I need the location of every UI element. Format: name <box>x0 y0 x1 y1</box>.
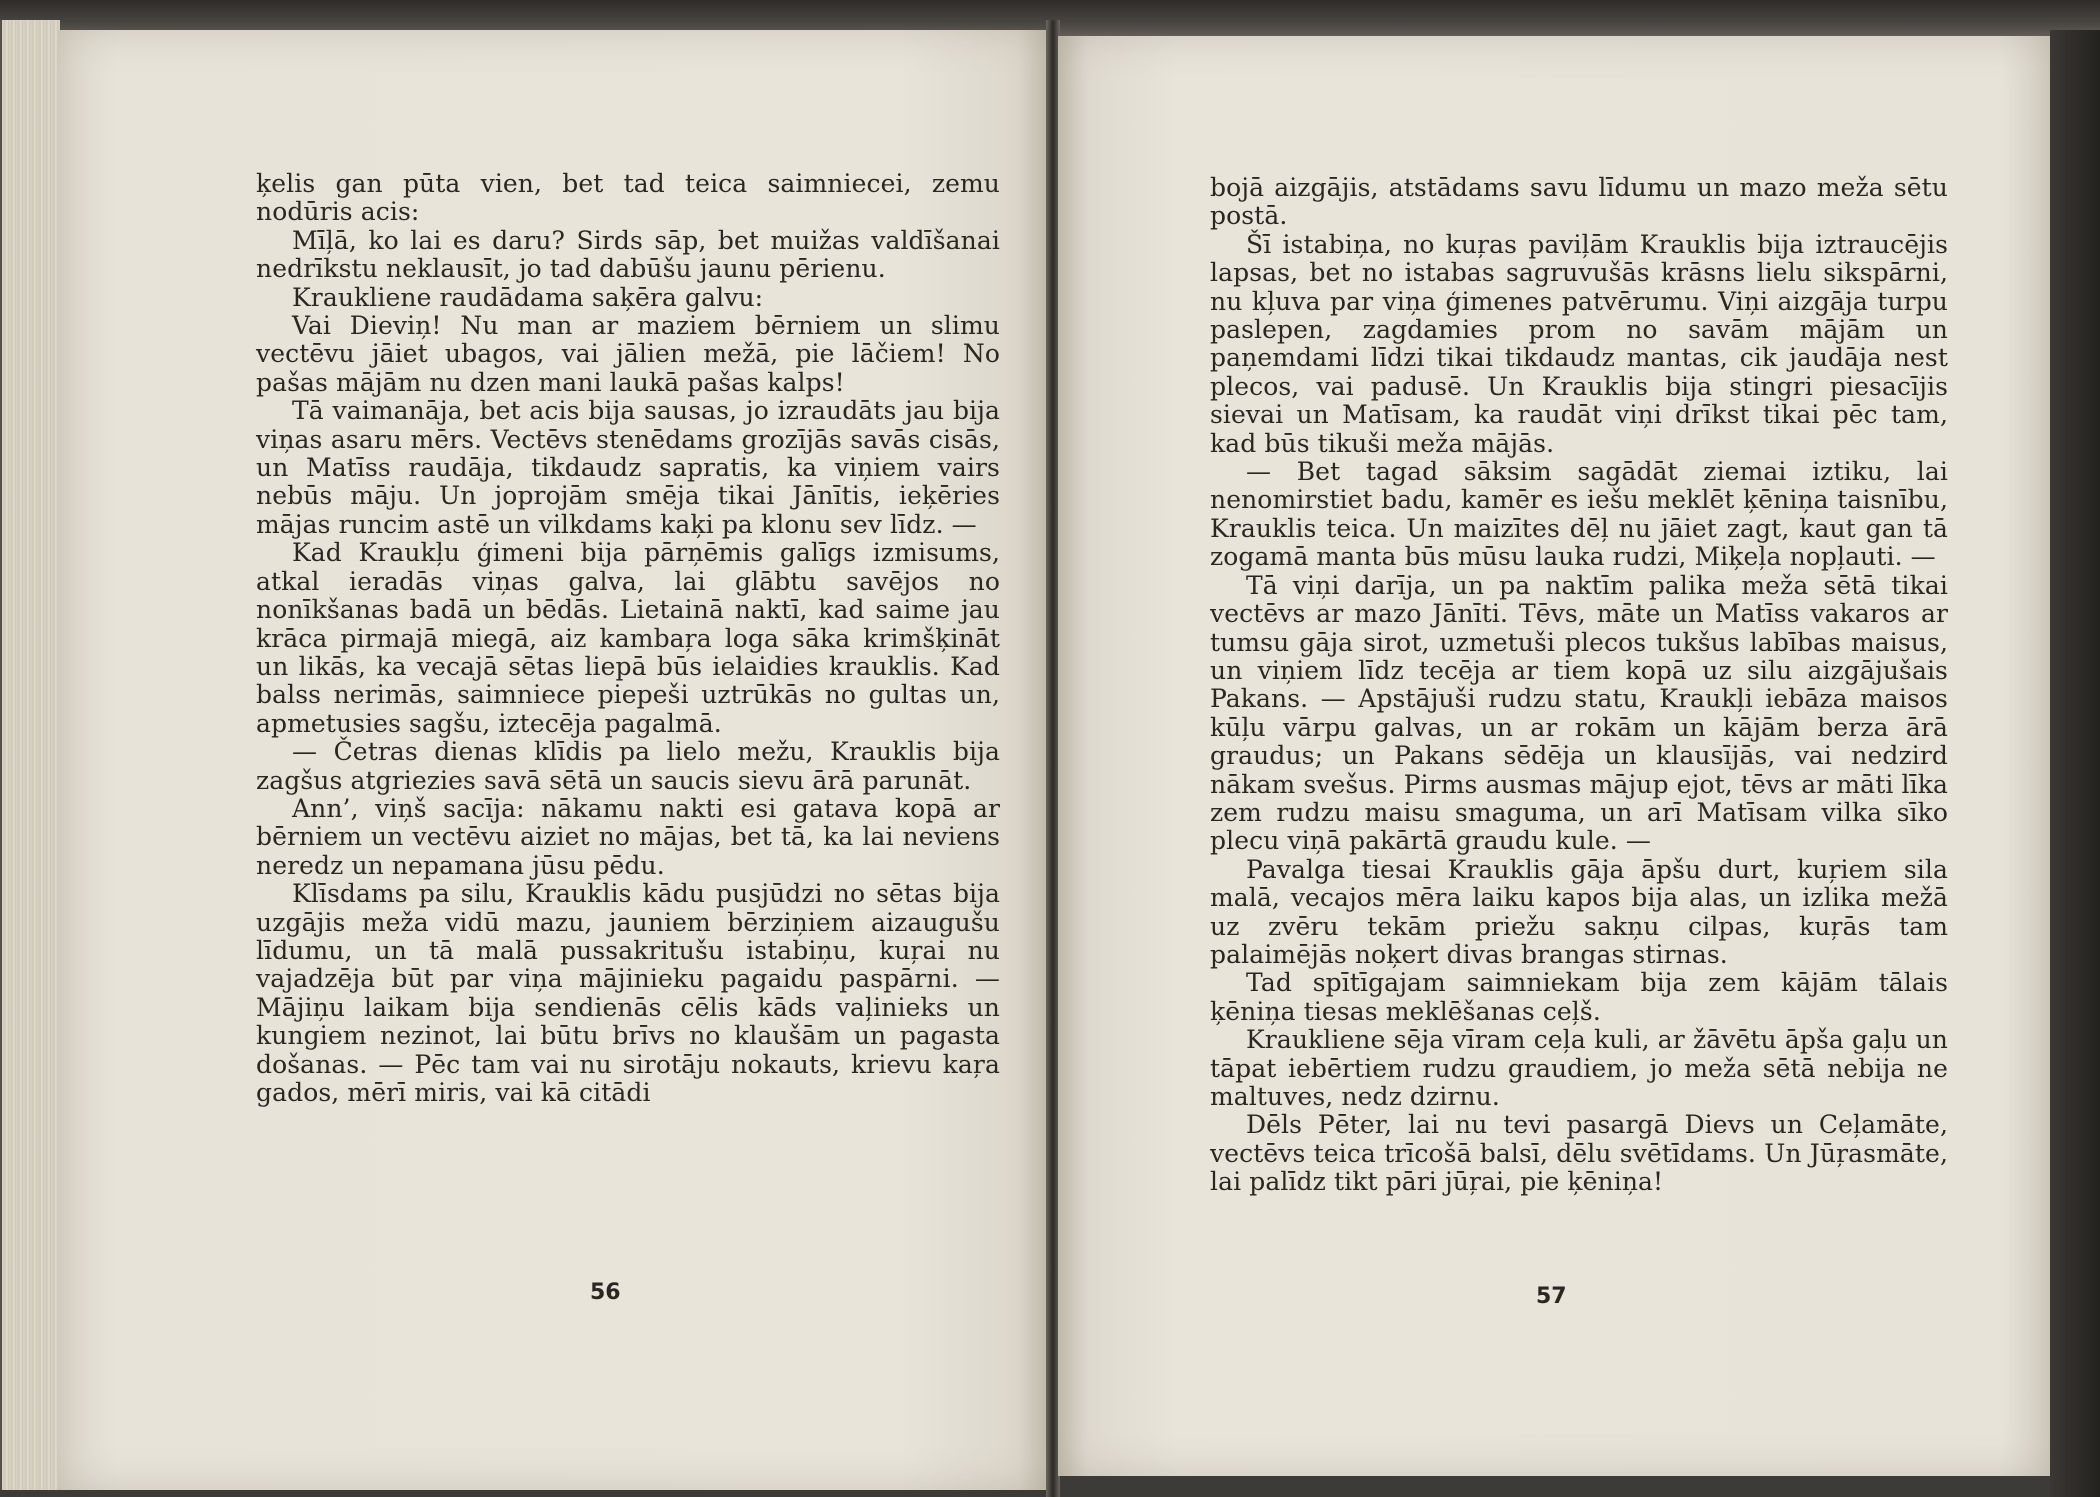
paragraph: Klīsdams pa silu, Krauklis kādu pusjūdzi no sētas bija uzgājis meža vidū mazu, jauniem bērziņiem aizaugušu līdumu, un tā malā pussakritušu istabiņu, kuŗai nu vajadzēja būt par viņa mājinieku pagaidu paspārni. — Mājiņu laikam bija sendienās cēlis kāds vaļinieks un kungiem nezinot, lai būtu brīvs no klaušām un pagasta došanas. — Pēc tam vai nu sirotāju nokauts, krievu kaŗa gados, mērī miris, vai kā citādi <box>256 879 1000 1107</box>
paragraph: Dēls Pēter, lai nu tevi pasargā Dievs un Ceļamāte, vectēvs teica trīcošā balsī, dēlu svētīdams. Un Jūŗasmāte, lai palīdz tikt pāri jūŗai, pie ķēniņa! <box>1210 1110 1948 1197</box>
right-page-text <box>1210 174 1948 1197</box>
page-number: 57 <box>1536 1284 1567 1309</box>
paragraph: Tā vaimanāja, bet acis bija sausas, jo izraudāts jau bija viņas asaru mērs. Vectēvs stenēdams grozījās savās cisās, un Matīss raudāja, tikdaudz sapratis, ka viņiem vairs nebūs māju. Un joprojām smēja tikai Jānītis, ieķēries mājas runcim astē un vilkdams kaķi pa klonu sev līdz. — <box>256 396 1000 539</box>
paragraph: Vai Dieviņ! Nu man ar maziem bērniem un slimu vectēvu jāiet ubagos, vai jālien mežā, pie lāčiem! No pašas mājām nu dzen mani laukā pašas kalps! <box>256 311 1000 397</box>
left-page <box>58 30 1048 1490</box>
paragraph: — Bet tagad sāksim sagādāt ziemai iztiku, lai nenomirstiet badu, kamēr es iešu meklēt ķēniņa taisnību, Krauklis teica. Un maizītes dēļ nu jāiet zagt, kaut gan tā zogamā manta būs mūsu lauka rudzi, Miķeļa nopļauti. — <box>1210 457 1948 572</box>
book-cover-right-edge <box>2050 30 2100 1497</box>
paragraph: Šī istabiņa, no kuŗas paviļām Krauklis bija iztraucējis lapsas, bet no istabas sagruvušās krāsns lielu sikspārni, nu kļuva par viņa ģimenes patvērumu. Viņi aizgāja turpu paslepen, zagdamies prom no savām mājām un paņemdami līdzi tikai tikdaudz mantas, cik jaudāja nest plecos, vai padusē. Un Krauklis bija stingri piesacījis sievai un Matīsam, ka raudāt viņi drīkst tikai pēc tam, kad būs tikuši meža mājās. <box>1210 229 1948 458</box>
paragraph: ķelis gan pūta vien, bet tad teica saimniecei, zemu nodūris acis: <box>256 169 1000 227</box>
paragraph: Kad Kraukļu ģimeni bija pārņēmis galīgs izmisums, atkal ieradās viņas galva, lai glābtu savējos no nonīkšanas badā un bēdās. Lietainā naktī, kad saime jau krāca pirmajā miegā, aiz kambaŗa loga sāka krimšķināt un likās, ka vecajā sētas liepā būs ielaidies krauklis. Kad balss nerimās, saimniece piepeši uztrūkās no gultas un, apmetusies sagšu, iztecēja pagalmā. <box>256 538 1000 738</box>
right-page <box>1058 36 2050 1476</box>
paragraph: Mīļā, ko lai es daru? Sirds sāp, bet muižas valdīšanai nedrīkstu neklausīt, jo tad dabūšu jaunu pērienu. <box>256 225 1000 284</box>
paragraph: Pavalga tiesai Krauklis gāja āpšu durt, kuŗiem sila malā, vecajos mēra laiku kapos bija alas, un izlika mežā uz zvēru tekām priežu sakņu cilpas, kuŗās tam palaimējās noķert divas brangas stirnas. <box>1210 854 1948 969</box>
paragraph: Tad spītīgajam saimniekam bija zem kājām tālais ķēniņa tiesas meklēšanas ceļš. <box>1210 968 1948 1026</box>
paragraph: Tā viņi darīja, un pa naktīm palika meža sētā tikai vectēvs ar mazo Jānīti. Tēvs, māte un Matīss vakaros ar tumsu gāja sirot, uzmetuši plecos tukšus labības maisus, un viņiem līdz tecēja ar tiem kopā uz silu aizgājušais Pakans. — Apstājuši rudzu statu, Kraukļi iebāza maisos kūļu vārpu galvas, un ar rokām un kājām berza ārā graudus; un Pakans sēdēja un klausījās, vai nedzird nākam svešus. Pirms ausmas mājup ejot, tēvs ar māti līka zem rudzu maisu smaguma, un arī Matīsam vilka sīko plecu viņā pakārtā graudu kule. — <box>1210 570 1948 856</box>
page-edges-left <box>0 20 60 1490</box>
paragraph: bojā aizgājis, atstādams savu līdumu un mazo meža sētu postā. <box>1210 173 1948 231</box>
paragraph: Ann’, viņš sacīja: nākamu nakti esi gatava kopā ar bērniem un vectēvu aiziet no mājas, bet tā, ka lai neviens neredz un nepamana jūsu pēdu. <box>256 793 1000 880</box>
page-number: 56 <box>590 1280 621 1305</box>
paragraph: Kraukliene sēja vīram ceļa kuli, ar žāvētu āpša gaļu un tāpat iebērtiem rudzu graudiem, jo meža sētā nebija ne maltuves, nedz dzirnu. <box>1210 1025 1948 1111</box>
left-page-text <box>256 170 1000 1107</box>
paragraph: — Četras dienas klīdis pa lielo mežu, Krauklis bija zagšus atgriezies savā sētā un saucis sievu ārā parunāt. <box>256 737 1000 795</box>
paragraph: Kraukliene raudādama saķēra galvu: <box>292 282 764 312</box>
